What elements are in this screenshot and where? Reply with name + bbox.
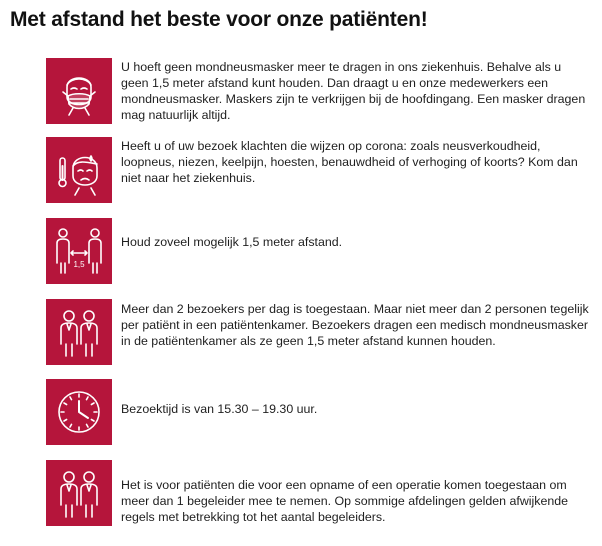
rule-text-visitors: Meer dan 2 bezoekers per dag is toegestaan. Maar niet meer dan 2 personen tegelijk per patiënt in een patiëntenkamer. Bezoekers dragen een medisch mondneusmasker in de patiëntenkamer als ze geen 1,5 meter afstand kunnen houden.	[121, 302, 589, 348]
rule-text-visiting-hours: Bezoektijd is van 15.30 – 19.30 uur.	[121, 402, 318, 416]
rule-text-symptoms: Heeft u of uw bezoek klachten die wijzen op corona: zoals neusverkoudheid, loopneus, niezen, keelpijn, hoesten, benauwdheid of verhoging of koorts? Kom dan niet naar het ziekenhuis.	[121, 139, 578, 185]
sick-person-thermometer-icon	[46, 137, 112, 203]
rule-text-mask: U hoeft geen mondneusmasker meer te dragen in ons ziekenhuis. Behalve als u geen 1,5 meter afstand kunt houden. Dan draagt u en onze medewerkers een mondneusmasker. Maskers zijn te verkrijgen bij de hoofdingang. Een masker dragen mag natuurlijk altijd.	[121, 60, 586, 122]
rule-text-companions: Het is voor patiënten die voor een opname of een operatie komen toegestaan om meer dan 1 begeleider mee te nemen. Op sommige afdelingen gelden afwijkende regels met betrekking tot het aantal begeleiders.	[121, 478, 569, 524]
two-companions-icon	[46, 460, 112, 526]
distance-label: 1,5	[73, 260, 85, 269]
clock-icon	[46, 379, 112, 445]
distance-people-icon	[46, 218, 112, 284]
face-mask-icon	[46, 58, 112, 124]
two-visitors-icon	[46, 299, 112, 365]
rule-text-distance: Houd zoveel mogelijk 1,5 meter afstand.	[121, 235, 343, 249]
page-title: Met afstand het beste voor onze patiënten!	[10, 8, 428, 31]
